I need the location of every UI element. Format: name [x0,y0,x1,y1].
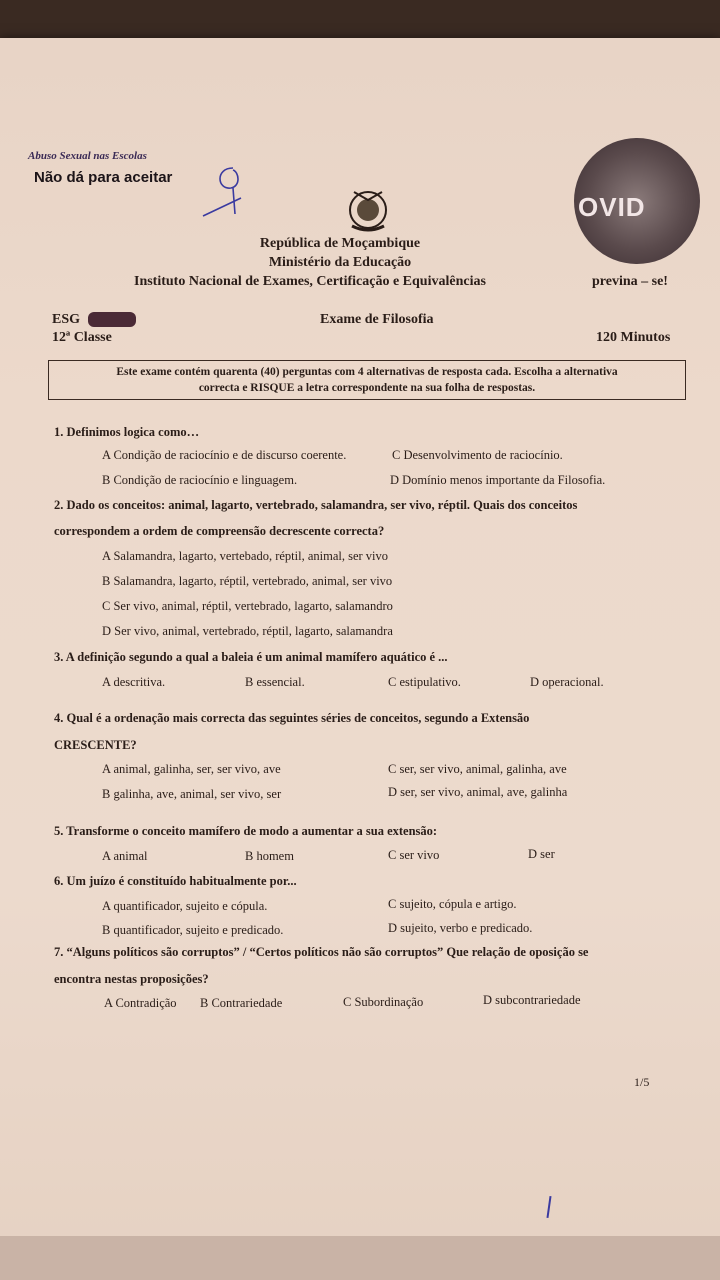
handwritten-mark-icon [195,158,265,228]
coat-of-arms-icon [344,186,392,234]
q5-option-d: D ser [528,847,555,861]
instructions-line-2: correcta e RISQUE a letra correspondente na sua folha de respostas. [198,382,536,394]
q1-option-d: D Domínio menos importante da Filosofia. [390,473,606,487]
grade-label: 12ª Classe [52,330,112,345]
q1-option-a: A Condição de raciocínio e de discurso coerente. [102,448,347,462]
exam-title: Exame de Filosofia [320,312,434,327]
q5-option-a: A animal [102,849,148,863]
q3-option-a: A descritiva. [102,675,166,689]
q2-option-d: D Ser vivo, animal, vertebrado, réptil, lagarto, salamandra [102,624,393,638]
question-2-line-2: correspondem a ordem de compreensão decrescente correcta? [54,524,385,538]
q7-option-b: B Contrariedade [200,996,283,1010]
question-7-line-1: 7. “Alguns políticos são corruptos” / “Certos políticos não são corruptos” Que relação de oposição se [54,945,589,959]
page-number: 1/5 [634,1075,650,1089]
q3-option-c: C estipulativo. [388,675,461,689]
question-7-line-2: encontra nestas proposições? [54,972,209,986]
covid-caption: previna – se! [592,274,668,289]
q7-option-d: D subcontrariedade [483,993,581,1007]
q4-option-d: D ser, ser vivo, animal, ave, galinha [388,785,568,799]
q3-option-d: D operacional. [530,675,604,689]
institute-title: Instituto Nacional de Exames, Certificação e Equivalências [134,274,486,289]
q7-option-c: C Subordinação [343,995,424,1009]
q1-option-c: C Desenvolvimento de raciocínio. [392,448,563,462]
question-4-line-1: 4. Qual é a ordenação mais correcta das seguintes séries de conceitos, segundo a Extensão [54,711,530,725]
slogan-line-2: Não dá para aceitar [34,169,173,186]
exam-duration: 120 Minutos [596,330,671,345]
q6-option-b: B quantificador, sujeito e predicado. [102,923,284,937]
question-2-line-1: 2. Dado os conceitos: animal, lagarto, vertebrado, salamandra, ser vivo, réptil. Quais dos conceitos [54,498,578,512]
q4-option-c: C ser, ser vivo, animal, galinha, ave [388,762,567,776]
question-3: 3. A definição segundo a qual a baleia é um animal mamífero aquático é ... [54,650,448,664]
q3-option-b: B essencial. [245,675,305,689]
q6-option-a: A quantificador, sujeito e cópula. [102,899,268,913]
q4-option-b: B galinha, ave, animal, ser vivo, ser [102,787,282,801]
q2-option-c: C Ser vivo, animal, réptil, vertebrado, lagarto, salamandro [102,599,393,613]
question-1: 1. Definimos logica como… [54,425,200,439]
q7-option-a: A Contradição [104,996,177,1010]
republic-title: República de Moçambique [259,236,421,251]
question-4-line-2: CRESCENTE? [54,738,137,752]
esg-label: ESG [52,312,81,327]
redaction-scribble [88,312,136,327]
q5-option-b: B homem [245,849,294,863]
question-5: 5. Transforme o conceito mamífero de modo a aumentar a sua extensão: [54,824,438,838]
q5-option-c: C ser vivo [388,848,440,862]
ministry-title: Ministério da Educação [268,255,412,270]
q1-option-b: B Condição de raciocínio e linguagem. [102,473,298,487]
q4-option-a: A animal, galinha, ser, ser vivo, ave [102,762,281,776]
covid-graphic-text: OVID [578,192,646,222]
slogan-line-1: Abuso Sexual nas Escolas [28,150,147,162]
instructions-line-1: Este exame contém quarenta (40) perguntas com 4 alternativas de resposta cada. Escolha a alternativa [116,366,618,378]
q6-option-d: D sujeito, verbo e predicado. [388,921,533,935]
q2-option-a: A Salamandra, lagarto, vertebado, réptil, animal, ser vivo [102,549,389,563]
question-6: 6. Um juízo é constituído habitualmente por... [54,874,297,888]
q6-option-c: C sujeito, cópula e artigo. [388,897,517,911]
instructions-box [48,360,686,400]
table-surface [0,1236,720,1280]
q2-option-b: B Salamandra, lagarto, réptil, vertebrado, animal, ser vivo [102,574,393,588]
